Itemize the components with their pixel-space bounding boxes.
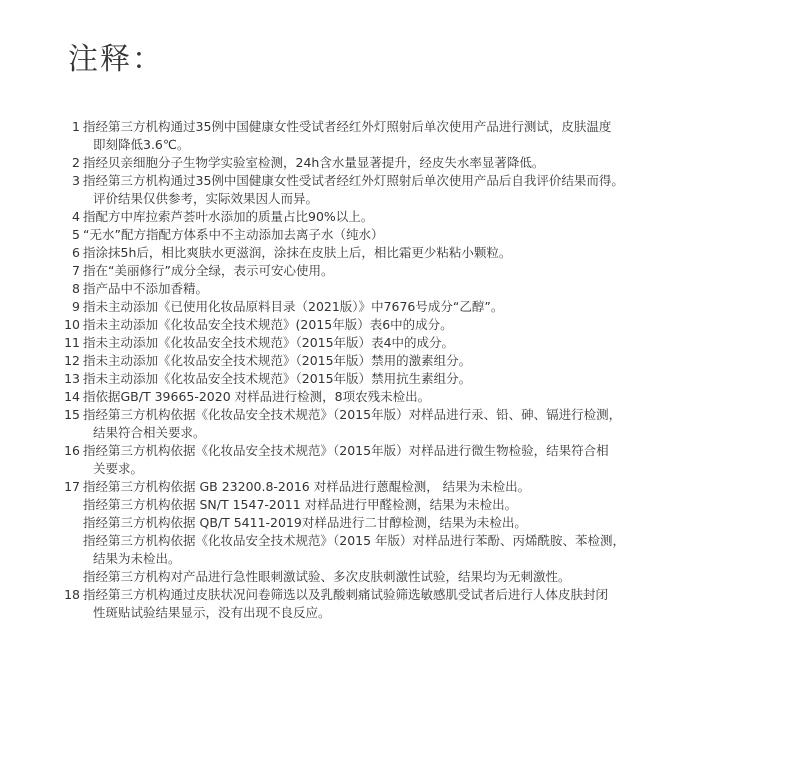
note-item: [60, 316, 750, 334]
note-item: [60, 388, 750, 406]
note-line: 指经第三方机构依据 SN/T 1547-2011 对样品进行甲醛检测，结果为未检出。: [83, 497, 518, 512]
note-line: 性斑贴试验结果显示，没有出现不良反应。: [93, 605, 331, 620]
note-number: 17: [64, 479, 80, 494]
note-line: 指经第三方机构对产品进行急性眼刺激试验、多次皮肤刺激性试验，结果均为无刺激性。: [83, 569, 571, 584]
page-title: 注释：: [68, 42, 164, 77]
note-line: 指经贝亲细胞分子生物学实验室检测，24h含水量显著提升，经皮失水率显著降低。: [83, 155, 545, 170]
note-body: [80, 154, 750, 172]
note-number: 2: [72, 155, 80, 170]
note-line: 关要求。: [93, 461, 144, 476]
note-item: [60, 334, 750, 352]
note-body: [80, 586, 750, 622]
note-item: [60, 208, 750, 226]
note-body: [80, 478, 750, 586]
note-line: 指未主动添加《已使用化妆品原料目录（2021版）》中7676号成分“乙醇”。: [83, 299, 504, 314]
note-line: 评价结果仅供参考，实际效果因人而异。: [93, 191, 319, 206]
note-item: [60, 262, 750, 280]
note-body: [80, 334, 750, 352]
note-line: 指依据GB/T 39665-2020 对样品进行检测，8项农残未检出。: [83, 389, 431, 404]
note-item: [60, 406, 750, 442]
note-item: [60, 118, 750, 154]
note-number: 9: [72, 299, 80, 314]
note-line: 结果为未检出。: [93, 551, 181, 566]
note-body: [80, 262, 750, 280]
note-line: 指未主动添加《化妆品安全技术规范》(2015年版）表6中的成分。: [83, 317, 453, 332]
note-number: 6: [72, 245, 80, 260]
note-line: 指经第三方机构通过皮肤状况问卷筛选以及乳酸刺痛试验筛选敏感肌受试者后进行人体皮肤封闭: [83, 587, 609, 602]
note-item: [60, 298, 750, 316]
note-number: 1: [72, 119, 80, 134]
note-number: 13: [64, 371, 80, 386]
note-line: 结果符合相关要求。: [93, 425, 206, 440]
note-line: 指未主动添加《化妆品安全技术规范》（2015年版）禁用的激素组分。: [83, 353, 472, 368]
note-line: 指经第三方机构通过35例中国健康女性受试者经红外灯照射后单次使用产品后自我评价结果而得。: [83, 173, 624, 188]
note-line: 指未主动添加《化妆品安全技术规范》（2015年版）禁用抗生素组分。: [83, 371, 472, 386]
note-body: [80, 226, 750, 244]
note-item: [60, 352, 750, 370]
note-line: 指经第三方机构依据《化妆品安全技术规范》（2015 年版）对样品进行苯酚、丙烯酰胺、苯检测，: [83, 533, 626, 548]
note-item: [60, 478, 750, 586]
note-number: 5: [72, 227, 80, 242]
note-number: 12: [64, 353, 80, 368]
note-item: [60, 370, 750, 388]
note-number: 15: [64, 407, 80, 422]
note-line: 即刻降低3.6℃。: [93, 137, 190, 152]
note-line: 指在“美丽修行”成分全绿，表示可安心使用。: [83, 263, 334, 278]
note-body: [80, 244, 750, 262]
note-line: 指涂抹5h后，相比爽肤水更滋润，涂抹在皮肤上后，相比霜更少粘粘小颗粒。: [83, 245, 512, 260]
note-line: 指经第三方机构依据《化妆品安全技术规范》（2015年版）对样品进行微生物检验，结果符合相: [83, 443, 609, 458]
note-body: [80, 406, 750, 442]
note-item: [60, 280, 750, 298]
note-body: [80, 316, 750, 334]
note-item: [60, 172, 750, 208]
note-line: 指配方中库拉索芦荟叶水添加的质量占比90%以上。: [83, 209, 374, 224]
note-number: 10: [64, 317, 80, 332]
note-item: [60, 244, 750, 262]
note-line: 指经第三方机构通过35例中国健康女性受试者经红外灯照射后单次使用产品进行测试，皮肤温度: [83, 119, 612, 134]
note-body: [80, 172, 750, 208]
note-line: 指经第三方机构依据 QB/T 5411-2019对样品进行二甘醇检测，结果为未检出。: [83, 515, 527, 530]
note-number: 11: [64, 335, 80, 350]
note-number: 8: [72, 281, 80, 296]
note-number: 4: [72, 209, 80, 224]
note-number: 18: [64, 587, 80, 602]
note-body: [80, 388, 750, 406]
notes-list: [60, 118, 750, 622]
note-body: [80, 370, 750, 388]
note-line: 指未主动添加《化妆品安全技术规范》（2015年版）表4中的成分。: [83, 335, 455, 350]
note-line: 指经第三方机构依据《化妆品安全技术规范》（2015年版）对样品进行汞、铅、砷、镉进行检测，: [83, 407, 622, 422]
note-body: [80, 280, 750, 298]
note-item: [60, 586, 750, 622]
note-body: [80, 118, 750, 154]
note-line: “无水”配方指配方体系中不主动添加去离子水（纯水）: [83, 227, 384, 242]
note-number: 7: [72, 263, 80, 278]
note-body: [80, 442, 750, 478]
note-line: 指产品中不添加香精。: [83, 281, 209, 296]
note-body: [80, 352, 750, 370]
note-item: [60, 154, 750, 172]
note-item: [60, 226, 750, 244]
note-number: 16: [64, 443, 80, 458]
note-body: [80, 298, 750, 316]
note-line: 指经第三方机构依据 GB 23200.8-2016 对样品进行蒽醌检测， 结果为未检出。: [83, 479, 531, 494]
note-number: 3: [72, 173, 80, 188]
note-number: 14: [64, 389, 80, 404]
note-item: [60, 442, 750, 478]
note-body: [80, 208, 750, 226]
